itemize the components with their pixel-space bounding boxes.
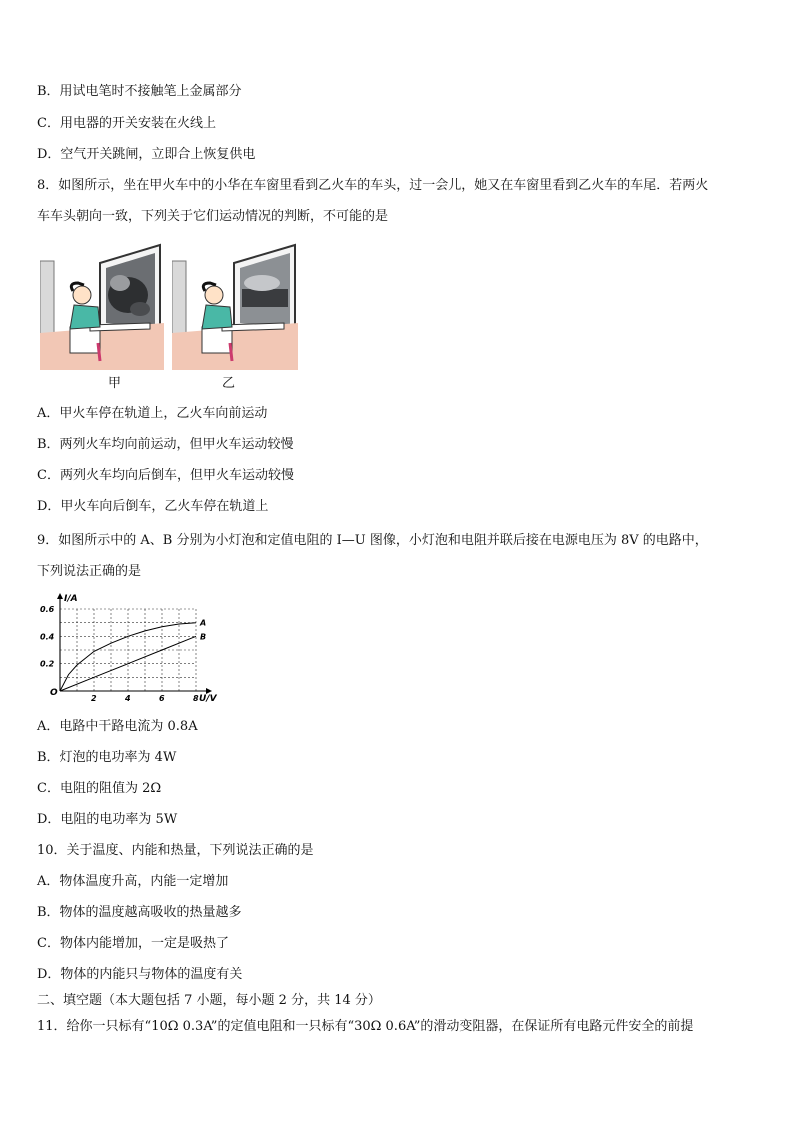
series-line-a: [60, 623, 196, 691]
q9-option-c: C．电阻的阻值为 2Ω: [37, 781, 162, 796]
iu-graph: [38, 590, 223, 705]
q10-option-b: B．物体的温度越高吸收的热量越多: [37, 905, 242, 920]
x-tick-label: 2: [91, 694, 97, 703]
train-window-figure-right: [172, 243, 298, 370]
chart-axes: [57, 593, 212, 694]
series-label-b: B: [200, 632, 207, 642]
series-label-a: A: [200, 618, 207, 628]
y-tick-label: 0.6: [40, 605, 55, 614]
chart-series: [60, 619, 206, 691]
q8-option-b: B．两列火车均向前运动，但甲火车运动较慢: [37, 437, 294, 452]
figure-label-right: 乙: [222, 376, 236, 391]
train-window-figure-left: [40, 243, 164, 370]
y-axis-arrow: [57, 593, 63, 599]
q8-option-c: C．两列火车均向后倒车，但甲火车运动较慢: [37, 468, 294, 483]
q10-option-a: A．物体温度升高，内能一定增加: [37, 874, 229, 889]
q10-option-c: C．物体内能增加，一定是吸热了: [37, 936, 229, 951]
q9-stem-line2: 下列说法正确的是: [37, 564, 142, 579]
y-tick-label: 0.2: [40, 659, 55, 669]
y-tick-label: 0.4: [40, 632, 55, 642]
q9-option-d: D．电阻的电功率为 5W: [37, 812, 178, 827]
q10-stem: 10．关于温度、内能和热量，下列说法正确的是: [37, 843, 314, 858]
chart-grid: [60, 609, 196, 691]
x-tick-label: 8: [193, 694, 199, 703]
q8-option-a: A．甲火车停在轨道上，乙火车向前运动: [37, 406, 268, 421]
q7-option-d: D．空气开关跳闸，立即合上恢复供电: [37, 147, 256, 162]
q10-option-d: D．物体的内能只与物体的温度有关: [37, 967, 243, 982]
q9-stem-line1: 9．如图所示中的 A、B 分别为小灯泡和定值电阻的 I—U 图像，小灯泡和电阻并联后接在电源电压为 8V 的电路中，: [37, 533, 708, 548]
q8-stem-line2: 车车头朝向一致，下列关于它们运动情况的判断，不可能的是: [37, 209, 389, 224]
x-tick-label: 4: [125, 694, 131, 703]
q8-stem-line1: 8．如图所示，坐在甲火车中的小华在车窗里看到乙火车的车头，过一会儿，她又在车窗里看到乙火车的车尾．若两火: [37, 178, 709, 193]
origin-label: O: [50, 688, 58, 698]
q11-stem-line1: 11．给你一只标有“10Ω 0.3A”的定值电阻和一只标有“30Ω 0.6A”的滑动变阻器，在保证所有电路元件安全的前提: [37, 1019, 694, 1034]
q7-option-c: C．用电器的开关安装在火线上: [37, 116, 216, 131]
q7-option-b: B．用试电笔时不接触笔上金属部分: [37, 84, 242, 99]
x-axis-label: U/V: [199, 694, 217, 704]
q9-option-a: A．电路中干路电流为 0.8A: [37, 719, 198, 734]
section-heading: 二、填空题（本大题包括 7 小题，每小题 2 分，共 14 分）: [37, 993, 381, 1008]
figure-label-left: 甲: [108, 376, 122, 391]
q9-option-b: B．灯泡的电功率为 4W: [37, 750, 177, 765]
x-tick-label: 6: [159, 694, 165, 703]
y-axis-label: I/A: [64, 594, 78, 604]
q8-option-d: D．甲火车向后倒车，乙火车停在轨道上: [37, 499, 269, 514]
chart-ticks: [40, 605, 199, 703]
